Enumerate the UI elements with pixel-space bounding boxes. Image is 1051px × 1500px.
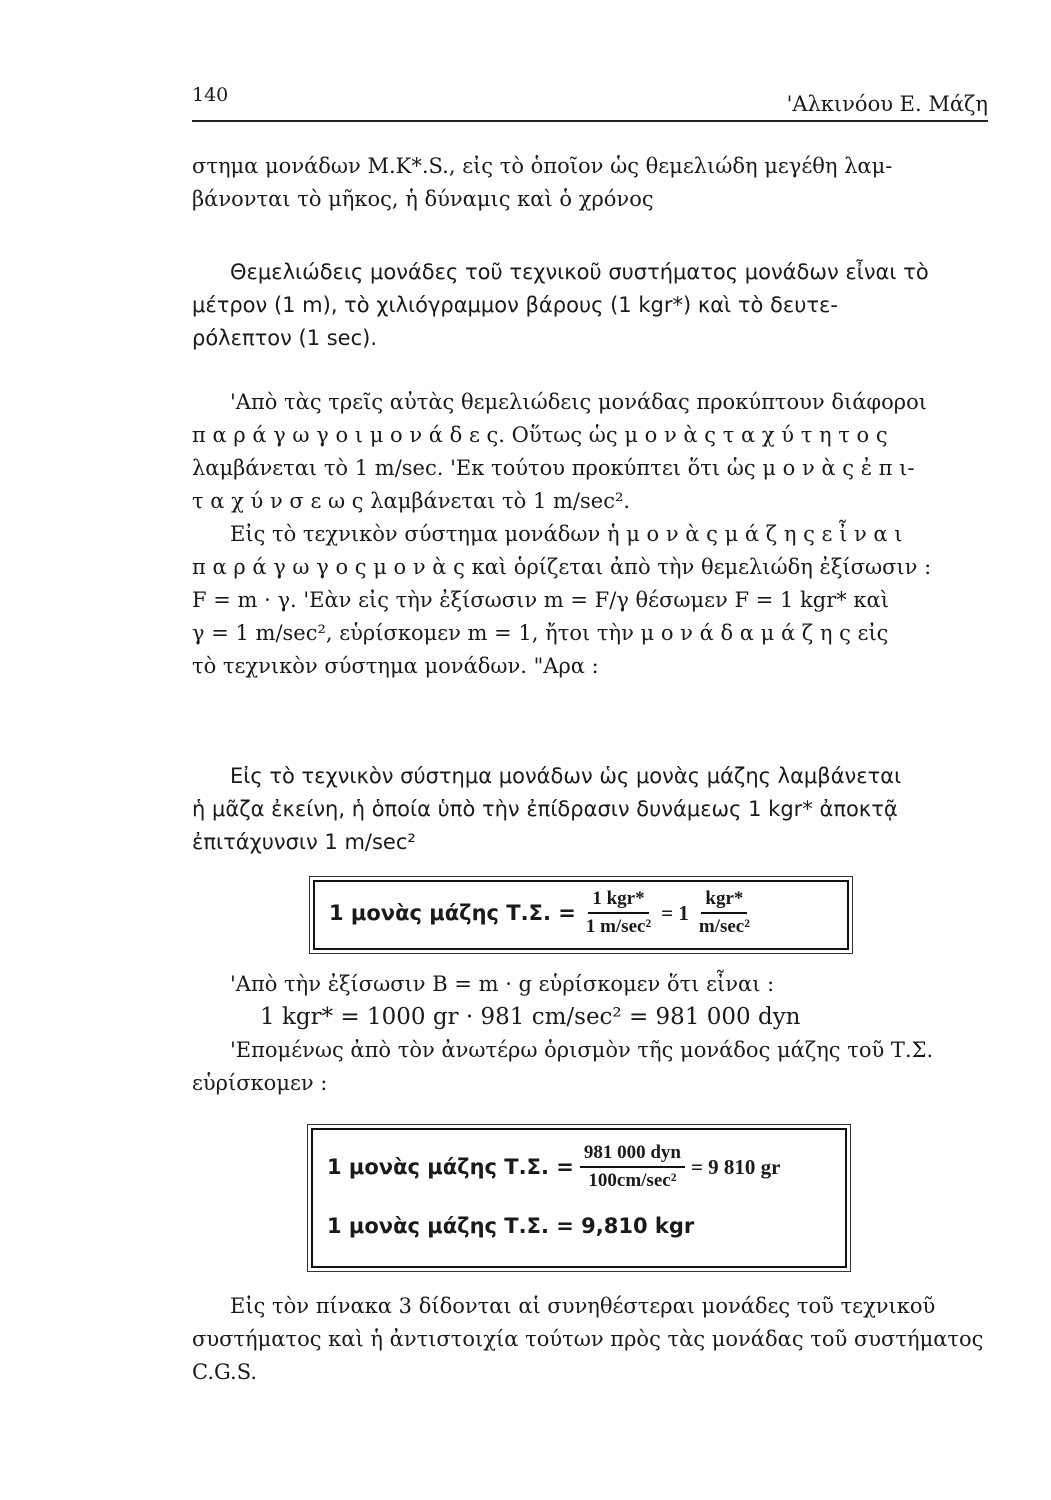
- formula-box-mass-equivalence: [311, 1128, 847, 1268]
- fraction-denominator: m/sec²: [698, 916, 750, 937]
- text-line: μέτρον (1 m), τὸ χιλιόγραμμον βάρους (1 kgr*) καὶ τὸ δευτε-: [192, 293, 838, 317]
- text-line: π α ρ ά γ ω γ ο ς μ ο ν ὰ ς καὶ ὁρίζεται ἀπὸ τὴν θεμελιώδη ἐξίσωσιν :: [192, 555, 932, 579]
- text-line: γ = 1 m/sec², εὑρίσκομεν m = 1, ἤτοι τὴν μ ο ν ά δ α μ ά ζ η ς εἰς: [192, 621, 889, 645]
- text-line: τὸ τεχνικὸν σύστημα μονάδων. "Αρα :: [192, 654, 599, 678]
- text-line: Εἰς τὸ τεχνικὸν σύστημα μονάδων ὡς μονὰς μάζης λαμβάνεται: [230, 764, 902, 788]
- fraction: [580, 1142, 685, 1192]
- fraction-numerator: kgr*: [701, 888, 747, 914]
- text-line: τ α χ ύ ν σ ε ω ς λαμβάνεται τὸ 1 m/sec².: [192, 489, 631, 513]
- text-line: ρόλεπτον (1 sec).: [192, 326, 378, 350]
- text-line: στημα μονάδων M.K*.S., εἰς τὸ ὁποῖον ὡς θεμελιώδη μεγέθη λαμ-: [192, 154, 893, 178]
- formula-lhs: 1 μονὰς μάζης Τ.Σ. =: [329, 901, 576, 925]
- fraction-denominator: 100cm/sec²: [588, 1170, 677, 1191]
- formula-row: [327, 1214, 694, 1238]
- fraction-numerator: 1 kgr*: [588, 888, 648, 914]
- running-title: 'Αλκινόου Ε. Μάζη: [786, 92, 988, 116]
- paragraph-intro: [192, 150, 988, 216]
- paragraph-table-reference: [192, 1290, 988, 1389]
- paragraph-derived-units: [192, 386, 988, 683]
- text-line: 'Επομένως ἀπὸ τὸν ἀνωτέρω ὁρισμὸν τῆς μονάδος μάζης τοῦ Τ.Σ.: [230, 1038, 934, 1062]
- page-header: [192, 80, 988, 120]
- text-line: 1 kgr* = 1000 gr · 981 cm/sec² = 981 000 dyn: [260, 1004, 801, 1030]
- paragraph-fundamental-units: [192, 256, 988, 355]
- text-line: C.G.S.: [192, 1360, 258, 1384]
- paragraph-mass-definition: [192, 760, 988, 859]
- text-line: Εἰς τὸ τεχνικὸν σύστημα μονάδων ἡ μ ο ν ὰ ς μ ά ζ η ς ε ἶ ν α ι: [230, 522, 903, 546]
- formula-line: 1 μονὰς μάζης Τ.Σ. = 9,810 kgr: [327, 1214, 695, 1238]
- formula-mid: = 1: [661, 900, 689, 925]
- fraction: [695, 888, 754, 938]
- paragraph-conversion: [192, 968, 988, 1100]
- formula-lhs: 1 μονὰς μάζης Τ.Σ. =: [327, 1155, 574, 1179]
- text-line: 'Απὸ τὰς τρεῖς αὐτὰς θεμελιώδεις μονάδας προκύπτουν διάφοροι: [230, 390, 927, 414]
- text-line: π α ρ ά γ ω γ ο ι μ ο ν ά δ ε ς. Οὕτως ὡς μ ο ν ὰ ς τ α χ ύ τ η τ ο ς: [192, 423, 888, 447]
- text-line: ἐπιτάχυνσιν 1 m/sec²: [192, 830, 416, 854]
- fraction: [582, 888, 655, 938]
- header-rule: [192, 120, 988, 122]
- text-line: Θεμελιώδεις μονάδες τοῦ τεχνικοῦ συστήματος μονάδων εἶναι τὸ: [230, 260, 929, 284]
- page-number: 140: [192, 84, 229, 106]
- text-line: λαμβάνεται τὸ 1 m/sec. 'Εκ τούτου προκύπτει ὅτι ὡς μ ο ν ὰ ς ἐ π ι-: [192, 456, 915, 480]
- text-line: εὑρίσκομεν :: [192, 1071, 328, 1095]
- formula-row: [329, 888, 760, 938]
- fraction-numerator: 981 000 dyn: [580, 1142, 685, 1168]
- formula-row: [327, 1142, 781, 1192]
- text-line: ἡ μᾶζα ἐκείνη, ἡ ὁποία ὑπὸ τὴν ἐπίδρασιν δυνάμεως 1 kgr* ἀποκτᾷ: [192, 797, 898, 821]
- text-line: Εἰς τὸν πίνακα 3 δίδονται αἱ συνηθέστεραι μονάδες τοῦ τεχνικοῦ: [230, 1294, 936, 1318]
- formula-rhs: = 9 810 gr: [690, 1154, 781, 1179]
- fraction-denominator: 1 m/sec²: [585, 916, 652, 937]
- text-line: βάνονται τὸ μῆκος, ἡ δύναμις καὶ ὁ χρόνος: [192, 187, 654, 211]
- text-line: 'Απὸ τὴν ἐξίσωσιν B = m · g εὑρίσκομεν ὅτι εἶναι :: [230, 972, 775, 996]
- text-line: συστήματος καὶ ἡ ἀντιστοιχία τούτων πρὸς τὰς μονάδας τοῦ συστήματος: [192, 1327, 984, 1351]
- text-line: F = m · γ. 'Εὰν εἰς τὴν ἐξίσωσιν m = F/γ θέσωμεν F = 1 kgr* καὶ: [192, 588, 889, 612]
- formula-box-mass-unit: [313, 880, 849, 950]
